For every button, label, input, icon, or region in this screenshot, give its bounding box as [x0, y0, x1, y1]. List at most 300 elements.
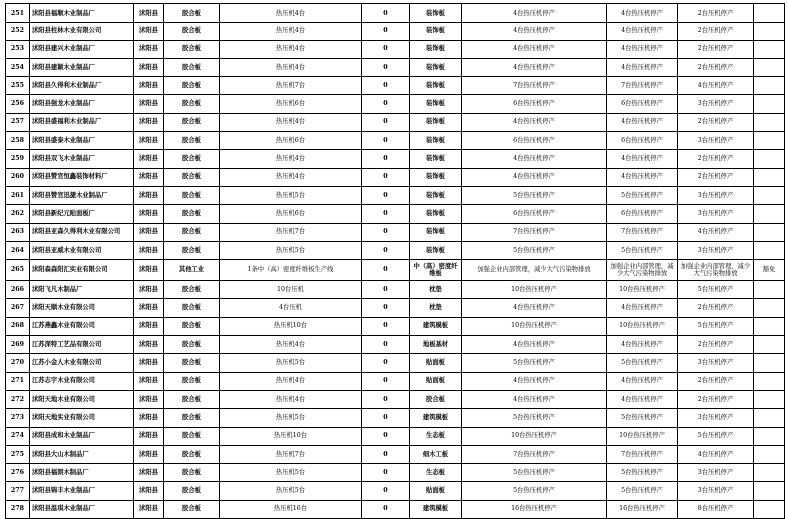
company-name-cell: 沭阳县温琪木业制品厂: [29, 500, 133, 518]
county-cell: 沭阳县: [133, 40, 163, 58]
note-cell: [753, 4, 785, 22]
row-number-cell: 265: [5, 259, 29, 280]
measure-2-cell: 4台热压机停产: [606, 40, 677, 58]
industry-cell: 胶合板: [163, 427, 219, 445]
measure-1-cell: 加强企业内部管理，减少大气污染物排放: [461, 259, 606, 280]
company-name-cell: 沭阳县赞官恒鑫装饰材料厂: [29, 168, 133, 186]
measure-3-cell: 8台压机停产: [677, 500, 753, 518]
measure-2-cell: 4台热压机停产: [606, 390, 677, 408]
value-cell: 0: [361, 168, 409, 186]
company-name-cell: 沭阳天地木业有限公司: [29, 390, 133, 408]
county-cell: 沭阳县: [133, 259, 163, 280]
product-cell: 细木工板: [409, 445, 461, 463]
value-cell: 0: [361, 372, 409, 390]
value-cell: 0: [361, 186, 409, 204]
company-name-cell: 沭阳县盛泰木业制品厂: [29, 131, 133, 149]
company-name-cell: 沭阳县久得利木业制品厂: [29, 76, 133, 94]
value-cell: 0: [361, 40, 409, 58]
equipment-cell: 热压机5台: [219, 482, 361, 500]
measure-3-cell: 2台压机停产: [677, 113, 753, 131]
row-number-cell: 276: [5, 463, 29, 481]
county-cell: 沭阳县: [133, 317, 163, 335]
note-cell: [753, 241, 785, 259]
measure-2-cell: 5台热压机停产: [606, 186, 677, 204]
county-cell: 沭阳县: [133, 95, 163, 113]
table-row: [5, 76, 785, 95]
value-cell: 0: [361, 149, 409, 167]
value-cell: 0: [361, 95, 409, 113]
note-cell: 豁免: [753, 259, 785, 280]
industry-cell: 胶合板: [163, 223, 219, 241]
county-cell: 沭阳县: [133, 241, 163, 259]
measure-3-cell: 2台压机停产: [677, 58, 753, 76]
product-cell: 装饰板: [409, 76, 461, 94]
measure-1-cell: 4台热压机停产: [461, 299, 606, 317]
company-name-cell: 江苏小金人木业有限公司: [29, 353, 133, 371]
product-cell: 装饰板: [409, 204, 461, 222]
industry-cell: 胶合板: [163, 317, 219, 335]
note-cell: [753, 149, 785, 167]
measure-1-cell: 5台热压机停产: [461, 186, 606, 204]
measure-2-cell: 7台热压机停产: [606, 223, 677, 241]
industry-cell: 胶合板: [163, 408, 219, 426]
industry-cell: 胶合板: [163, 186, 219, 204]
measure-3-cell: 5台压机停产: [677, 280, 753, 298]
row-number-cell: 253: [5, 40, 29, 58]
industry-cell: 胶合板: [163, 149, 219, 167]
product-cell: 地板基材: [409, 335, 461, 353]
measure-2-cell: 5台热压机停产: [606, 241, 677, 259]
value-cell: 0: [361, 299, 409, 317]
company-name-cell: 沭阳森森阳汇实业有限公司: [29, 259, 133, 280]
note-cell: [753, 463, 785, 481]
industry-cell: 胶合板: [163, 40, 219, 58]
measure-2-cell: 4台热压机停产: [606, 21, 677, 39]
measure-2-cell: 6台热压机停产: [606, 204, 677, 222]
county-cell: 沭阳县: [133, 113, 163, 131]
county-cell: 沭阳县: [133, 168, 163, 186]
measure-3-cell: 4台压机停产: [677, 76, 753, 94]
county-cell: 沭阳县: [133, 427, 163, 445]
industry-cell: 胶合板: [163, 390, 219, 408]
measure-3-cell: 2台压机停产: [677, 335, 753, 353]
table-row: [5, 482, 785, 501]
measure-1-cell: 7台热压机停产: [461, 76, 606, 94]
value-cell: 0: [361, 4, 409, 22]
measure-1-cell: 7台热压机停产: [461, 223, 606, 241]
industry-cell: 胶合板: [163, 482, 219, 500]
measure-2-cell: 4台热压机停产: [606, 372, 677, 390]
product-cell: 装饰板: [409, 241, 461, 259]
product-cell: 中（高）密度纤维板: [409, 259, 461, 280]
measure-3-cell: 加强企业内部管理，减少大气污染物排放: [677, 259, 753, 280]
row-number-cell: 277: [5, 482, 29, 500]
row-number-cell: 260: [5, 168, 29, 186]
note-cell: [753, 427, 785, 445]
company-name-cell: 沭阳县亚森久得利木业有限公司: [29, 223, 133, 241]
note-cell: [753, 76, 785, 94]
product-cell: 生态板: [409, 463, 461, 481]
row-number-cell: 261: [5, 186, 29, 204]
product-cell: 装饰板: [409, 131, 461, 149]
table-row: [5, 241, 785, 260]
product-cell: 胶合板: [409, 390, 461, 408]
note-cell: [753, 21, 785, 39]
company-name-cell: 沭阳县福顺木业制品厂: [29, 4, 133, 22]
row-number-cell: 268: [5, 317, 29, 335]
measure-1-cell: 4台热压机停产: [461, 4, 606, 22]
measure-1-cell: 4台热压机停产: [461, 335, 606, 353]
equipment-cell: 热压机5台: [219, 241, 361, 259]
county-cell: 沭阳县: [133, 223, 163, 241]
company-name-cell: 江苏燕鑫木业有限公司: [29, 317, 133, 335]
value-cell: 0: [361, 223, 409, 241]
value-cell: 0: [361, 131, 409, 149]
industry-cell: 胶合板: [163, 299, 219, 317]
industry-cell: 胶合板: [163, 241, 219, 259]
company-name-cell: 江苏深特工艺品有限公司: [29, 335, 133, 353]
equipment-cell: 热压机5台: [219, 408, 361, 426]
table-row: [5, 299, 785, 318]
industry-cell: 胶合板: [163, 168, 219, 186]
equipment-cell: 热压机7台: [219, 223, 361, 241]
industry-cell: 胶合板: [163, 372, 219, 390]
row-number-cell: 267: [5, 299, 29, 317]
note-cell: [753, 280, 785, 298]
measure-1-cell: 5台热压机停产: [461, 241, 606, 259]
equipment-cell: 4台压机: [219, 299, 361, 317]
row-number-cell: 263: [5, 223, 29, 241]
enterprise-table: [5, 3, 785, 518]
note-cell: [753, 40, 785, 58]
equipment-cell: 热压机4台: [219, 58, 361, 76]
row-number-cell: 257: [5, 113, 29, 131]
equipment-cell: 热压机4台: [219, 40, 361, 58]
table-row: [5, 335, 785, 354]
company-name-cell: 沭阳县大山木制品厂: [29, 445, 133, 463]
county-cell: 沭阳县: [133, 21, 163, 39]
company-name-cell: 沭阳天地实业有限公司: [29, 408, 133, 426]
table-row: [5, 259, 785, 281]
county-cell: 沭阳县: [133, 299, 163, 317]
industry-cell: 胶合板: [163, 500, 219, 518]
row-number-cell: 274: [5, 427, 29, 445]
table-row: [5, 95, 785, 114]
measure-3-cell: 3台压机停产: [677, 241, 753, 259]
table-row: [5, 186, 785, 205]
row-number-cell: 271: [5, 372, 29, 390]
industry-cell: 胶合板: [163, 280, 219, 298]
product-cell: 枕垫: [409, 299, 461, 317]
table-row: [5, 58, 785, 77]
note-cell: [753, 445, 785, 463]
measure-1-cell: 7台热压机停产: [461, 445, 606, 463]
table-row: [5, 168, 785, 187]
company-name-cell: 沭阳县福朗木制品厂: [29, 463, 133, 481]
industry-cell: 胶合板: [163, 353, 219, 371]
measure-1-cell: 10台热压机停产: [461, 427, 606, 445]
company-name-cell: 沭阳县柱林木业有限公司: [29, 21, 133, 39]
value-cell: 0: [361, 317, 409, 335]
industry-cell: 胶合板: [163, 4, 219, 22]
row-number-cell: 251: [5, 4, 29, 22]
value-cell: 0: [361, 21, 409, 39]
measure-3-cell: 3台压机停产: [677, 408, 753, 426]
county-cell: 沭阳县: [133, 372, 163, 390]
equipment-cell: 热压机7台: [219, 445, 361, 463]
county-cell: 沭阳县: [133, 353, 163, 371]
industry-cell: 胶合板: [163, 21, 219, 39]
measure-1-cell: 5台热压机停产: [461, 353, 606, 371]
row-number-cell: 272: [5, 390, 29, 408]
county-cell: 沭阳县: [133, 204, 163, 222]
county-cell: 沭阳县: [133, 482, 163, 500]
measure-1-cell: 6台热压机停产: [461, 131, 606, 149]
measure-2-cell: 5台热压机停产: [606, 463, 677, 481]
industry-cell: 胶合板: [163, 204, 219, 222]
table-row: [5, 463, 785, 482]
product-cell: 建筑模板: [409, 408, 461, 426]
company-name-cell: 沭阳县锦丰木业制品厂: [29, 482, 133, 500]
row-number-cell: 256: [5, 95, 29, 113]
measure-3-cell: 3台压机停产: [677, 186, 753, 204]
product-cell: 贴面板: [409, 482, 461, 500]
measure-2-cell: 4台热压机停产: [606, 299, 677, 317]
measure-2-cell: 6台热压机停产: [606, 95, 677, 113]
product-cell: 枕垫: [409, 280, 461, 298]
industry-cell: 胶合板: [163, 58, 219, 76]
table-row: [5, 353, 785, 372]
note-cell: [753, 204, 785, 222]
measure-2-cell: 10台热压机停产: [606, 427, 677, 445]
note-cell: [753, 408, 785, 426]
measure-2-cell: 4台热压机停产: [606, 149, 677, 167]
equipment-cell: 热压机4台: [219, 372, 361, 390]
measure-3-cell: 5台压机停产: [677, 427, 753, 445]
measure-2-cell: 加强企业内部管理，减少大气污染物排放: [606, 259, 677, 280]
measure-2-cell: 7台热压机停产: [606, 445, 677, 463]
industry-cell: 胶合板: [163, 131, 219, 149]
measure-3-cell: 2台压机停产: [677, 372, 753, 390]
industry-cell: 胶合板: [163, 113, 219, 131]
measure-2-cell: 10台热压机停产: [606, 317, 677, 335]
product-cell: 建筑模板: [409, 500, 461, 518]
row-number-cell: 266: [5, 280, 29, 298]
equipment-cell: 热压机5台: [219, 353, 361, 371]
county-cell: 沭阳县: [133, 76, 163, 94]
product-cell: 装饰板: [409, 223, 461, 241]
table-row: [5, 317, 785, 336]
company-name-cell: 沭阳县新纪元贴面板厂: [29, 204, 133, 222]
note-cell: [753, 58, 785, 76]
equipment-cell: 热压机4台: [219, 390, 361, 408]
equipment-cell: 热压机4台: [219, 168, 361, 186]
table-row: [5, 427, 785, 446]
product-cell: 装饰板: [409, 149, 461, 167]
measure-3-cell: 2台压机停产: [677, 390, 753, 408]
table-row: [5, 390, 785, 409]
measure-1-cell: 5台热压机停产: [461, 463, 606, 481]
row-number-cell: 275: [5, 445, 29, 463]
product-cell: 贴面板: [409, 372, 461, 390]
note-cell: [753, 186, 785, 204]
measure-1-cell: 4台热压机停产: [461, 372, 606, 390]
note-cell: [753, 482, 785, 500]
measure-1-cell: 4台热压机停产: [461, 21, 606, 39]
measure-2-cell: 5台热压机停产: [606, 408, 677, 426]
measure-2-cell: 5台热压机停产: [606, 482, 677, 500]
measure-3-cell: 2台压机停产: [677, 168, 753, 186]
table-row: [5, 280, 785, 299]
product-cell: 装饰板: [409, 186, 461, 204]
county-cell: 沭阳县: [133, 4, 163, 22]
measure-2-cell: 4台热压机停产: [606, 113, 677, 131]
equipment-cell: 热压机7台: [219, 76, 361, 94]
company-name-cell: 沭阳天顺木业有限公司: [29, 299, 133, 317]
county-cell: 沭阳县: [133, 390, 163, 408]
product-cell: 装饰板: [409, 95, 461, 113]
measure-1-cell: 4台热压机停产: [461, 40, 606, 58]
product-cell: 装饰板: [409, 4, 461, 22]
measure-1-cell: 4台热压机停产: [461, 390, 606, 408]
county-cell: 沭阳县: [133, 500, 163, 518]
table-row: [5, 500, 785, 519]
note-cell: [753, 113, 785, 131]
measure-3-cell: 3台压机停产: [677, 353, 753, 371]
value-cell: 0: [361, 353, 409, 371]
industry-cell: 胶合板: [163, 445, 219, 463]
value-cell: 0: [361, 241, 409, 259]
county-cell: 沭阳县: [133, 149, 163, 167]
table-row: [5, 223, 785, 242]
value-cell: 0: [361, 204, 409, 222]
note-cell: [753, 372, 785, 390]
equipment-cell: 热压机5台: [219, 186, 361, 204]
measure-3-cell: 2台压机停产: [677, 40, 753, 58]
measure-2-cell: 4台热压机停产: [606, 4, 677, 22]
company-name-cell: 沭阳县成和木业制品厂: [29, 427, 133, 445]
county-cell: 沭阳县: [133, 463, 163, 481]
county-cell: 沭阳县: [133, 445, 163, 463]
measure-3-cell: 5台压机停产: [677, 317, 753, 335]
value-cell: 0: [361, 76, 409, 94]
row-number-cell: 259: [5, 149, 29, 167]
value-cell: 0: [361, 259, 409, 280]
equipment-cell: 热压机16台: [219, 500, 361, 518]
measure-2-cell: 4台热压机停产: [606, 168, 677, 186]
measure-2-cell: 7台热压机停产: [606, 76, 677, 94]
product-cell: 装饰板: [409, 21, 461, 39]
county-cell: 沭阳县: [133, 335, 163, 353]
equipment-cell: 热压机5台: [219, 463, 361, 481]
county-cell: 沭阳县: [133, 131, 163, 149]
measure-2-cell: 4台热压机停产: [606, 58, 677, 76]
note-cell: [753, 223, 785, 241]
company-name-cell: 沭阳县亚威木业有限公司: [29, 241, 133, 259]
measure-3-cell: 3台压机停产: [677, 131, 753, 149]
product-cell: 装饰板: [409, 58, 461, 76]
table-row: [5, 408, 785, 427]
county-cell: 沭阳县: [133, 186, 163, 204]
measure-3-cell: 2台压机停产: [677, 4, 753, 22]
table-row: [5, 445, 785, 464]
measure-3-cell: 2台压机停产: [677, 149, 753, 167]
note-cell: [753, 95, 785, 113]
company-name-cell: 沭阳县盛福利木业制品厂: [29, 113, 133, 131]
company-name-cell: 沭阳县建颖木业制品厂: [29, 58, 133, 76]
company-name-cell: 沭阳县强龙木业制品厂: [29, 95, 133, 113]
product-cell: 装饰板: [409, 40, 461, 58]
note-cell: [753, 353, 785, 371]
equipment-cell: 热压机4台: [219, 113, 361, 131]
measure-2-cell: 6台热压机停产: [606, 131, 677, 149]
measure-3-cell: 3台压机停产: [677, 95, 753, 113]
equipment-cell: 热压机4台: [219, 335, 361, 353]
equipment-cell: 热压机6台: [219, 95, 361, 113]
table-row: [5, 149, 785, 168]
product-cell: 建筑模板: [409, 317, 461, 335]
value-cell: 0: [361, 113, 409, 131]
measure-2-cell: 10台热压机停产: [606, 280, 677, 298]
equipment-cell: 热压机4台: [219, 4, 361, 22]
equipment-cell: 热压机4台: [219, 149, 361, 167]
note-cell: [753, 168, 785, 186]
measure-3-cell: 2台压机停产: [677, 21, 753, 39]
equipment-cell: 10台压机: [219, 280, 361, 298]
row-number-cell: 262: [5, 204, 29, 222]
equipment-cell: 热压机10台: [219, 427, 361, 445]
note-cell: [753, 317, 785, 335]
measure-3-cell: 4台压机停产: [677, 223, 753, 241]
value-cell: 0: [361, 427, 409, 445]
measure-1-cell: 16台热压机停产: [461, 500, 606, 518]
measure-2-cell: 5台热压机停产: [606, 353, 677, 371]
measure-1-cell: 4台热压机停产: [461, 58, 606, 76]
measure-3-cell: 4台压机停产: [677, 445, 753, 463]
product-cell: 装饰板: [409, 168, 461, 186]
value-cell: 0: [361, 500, 409, 518]
row-number-cell: 270: [5, 353, 29, 371]
note-cell: [753, 335, 785, 353]
measure-1-cell: 5台热压机停产: [461, 408, 606, 426]
equipment-cell: 热压机10台: [219, 317, 361, 335]
measure-1-cell: 4台热压机停产: [461, 113, 606, 131]
row-number-cell: 273: [5, 408, 29, 426]
equipment-cell: 热压机6台: [219, 204, 361, 222]
table-row: [5, 131, 785, 150]
measure-1-cell: 10台热压机停产: [461, 317, 606, 335]
industry-cell: 胶合板: [163, 463, 219, 481]
industry-cell: 胶合板: [163, 76, 219, 94]
measure-1-cell: 10台热压机停产: [461, 280, 606, 298]
measure-1-cell: 4台热压机停产: [461, 149, 606, 167]
note-cell: [753, 500, 785, 518]
value-cell: 0: [361, 463, 409, 481]
table-row: [5, 3, 785, 23]
row-number-cell: 278: [5, 500, 29, 518]
row-number-cell: 269: [5, 335, 29, 353]
note-cell: [753, 131, 785, 149]
measure-3-cell: 3台压机停产: [677, 482, 753, 500]
company-name-cell: 沭阳县建兴木业制品厂: [29, 40, 133, 58]
measure-3-cell: 3台压机停产: [677, 463, 753, 481]
value-cell: 0: [361, 445, 409, 463]
measure-1-cell: 4台热压机停产: [461, 168, 606, 186]
industry-cell: 胶合板: [163, 335, 219, 353]
industry-cell: 其他工业: [163, 259, 219, 280]
measure-2-cell: 16台热压机停产: [606, 500, 677, 518]
table-row: [5, 21, 785, 40]
